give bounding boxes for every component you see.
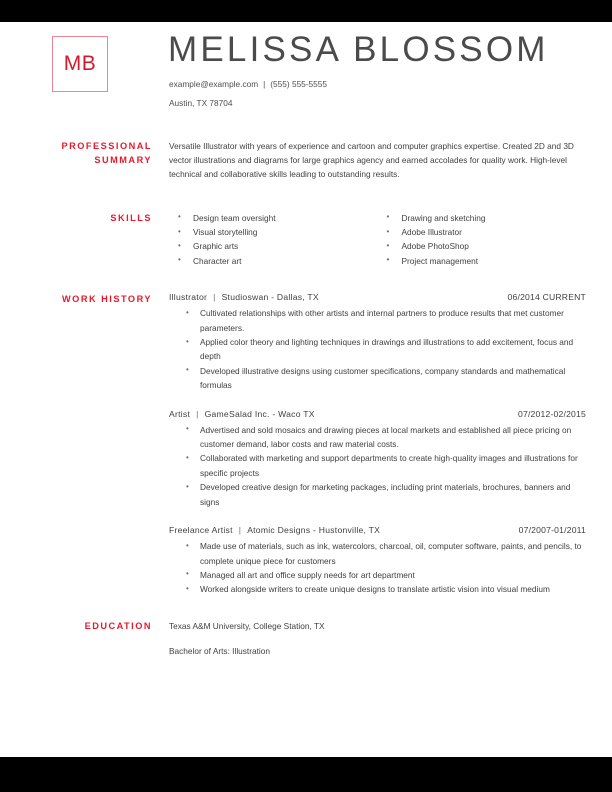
- job-dates: 07/2007-01/2011: [518, 525, 586, 536]
- job-dates: 06/2014 CURRENT: [507, 292, 586, 303]
- job-company: GameSalad Inc. - Waco TX: [204, 408, 315, 419]
- list-item: • Advertised and sold mosaics and drawing pieces at local markets and established all piece pricing on customer demand, labor costs and raw material costs.: [169, 423, 586, 452]
- work-history-entry: [169, 525, 586, 597]
- summary-body: [169, 139, 586, 182]
- contact-location: Austin, TX 78704: [169, 98, 233, 108]
- list-item: • Adobe Illustrator: [378, 225, 587, 239]
- job-title-company: [169, 525, 380, 535]
- monogram-badge: [52, 36, 108, 92]
- list-item: • Character art: [169, 254, 378, 268]
- monogram-initials: MB: [63, 52, 97, 75]
- job-header: [169, 292, 586, 302]
- job-header: [169, 409, 586, 419]
- page-title: MELISSA BLOSSOM: [168, 30, 549, 69]
- resume-header: [0, 22, 612, 118]
- job-company: Studioswan - Dallas, TX: [221, 292, 319, 303]
- list-item: • Collaborated with marketing and support departments to create high-quality images and illustrations for specific projects: [169, 451, 586, 480]
- work-history-entry: [169, 292, 586, 392]
- job-title: Freelance Artist: [169, 525, 233, 536]
- section-label-work-history: WORK HISTORY: [62, 294, 152, 305]
- contact-separator: |: [263, 79, 266, 89]
- job-bullet-list: [169, 306, 586, 392]
- list-item: • Project management: [378, 254, 587, 268]
- list-item: • Developed illustrative designs using customer specifications, company standards and mathematical formulas: [169, 364, 586, 393]
- job-title-company: [169, 292, 319, 302]
- skills-body: [169, 211, 586, 269]
- skills-list-left: [169, 211, 378, 269]
- job-separator: |: [213, 292, 216, 303]
- resume-page: [0, 22, 612, 757]
- section-work-history: [0, 292, 612, 597]
- job-title: Illustrator: [169, 292, 208, 303]
- list-item: • Cultivated relationships with other artists and internal partners to produce results that met customer parameters.: [169, 306, 586, 335]
- list-item: • Applied color theory and lighting techniques in drawings and illustrations to add excitement, focus and depth: [169, 335, 586, 364]
- list-item: • Graphic arts: [169, 239, 378, 253]
- education-school: Texas A&M University, College Station, TX: [169, 620, 325, 631]
- list-item: • Managed all art and office supply needs for art department: [169, 568, 586, 582]
- list-item: • Design team oversight: [169, 211, 378, 225]
- job-bullet-list: [169, 539, 586, 597]
- work-history-body: [169, 292, 586, 597]
- job-title: Artist: [169, 408, 191, 419]
- list-item: • Adobe PhotoShop: [378, 239, 587, 253]
- contact-line-primary: [169, 79, 327, 89]
- work-history-entry: [169, 409, 586, 509]
- viewer-bottom-bar: [0, 757, 612, 792]
- list-item: • Made use of materials, such as ink, watercolors, charcoal, oil, computer software, paints, and pencils, to complete unique piece for customers: [169, 539, 586, 568]
- section-label-professional-summary: [26, 139, 152, 167]
- summary-text: Versatile Illustrator with years of experience and cartoon and computer graphics expertise. Created 2D and 3D vector illustrations and diagrams for large graphics agency and earned accolades for quality work. High-level technical and collaborative skills leading to outstanding results.: [169, 141, 574, 180]
- job-title-company: [169, 409, 315, 419]
- list-item: • Developed creative design for marketing packages, including print materials, brochures, banners and signs: [169, 480, 586, 509]
- section-label-education: EDUCATION: [84, 620, 152, 631]
- section-label-skills: SKILLS: [110, 212, 152, 223]
- contact-email: example@example.com: [169, 79, 259, 89]
- job-dates: 07/2012-02/2015: [518, 408, 586, 419]
- section-education: [0, 619, 612, 658]
- job-separator: |: [238, 525, 242, 536]
- job-separator: |: [196, 408, 199, 419]
- education-body: [169, 619, 586, 658]
- list-item: • Worked alongside writers to create unique designs to translate artistic vision into visual medium: [169, 582, 586, 596]
- job-company: Atomic Designs - Hustonville, TX: [247, 525, 381, 536]
- job-header: [169, 525, 586, 535]
- list-item: • Drawing and sketching: [378, 211, 587, 225]
- skills-column-left: [169, 211, 378, 269]
- summary-label-line2: SUMMARY: [94, 155, 152, 165]
- section-professional-summary: [0, 139, 612, 182]
- job-bullet-list: [169, 423, 586, 509]
- contact-phone: (555) 555-5555: [270, 79, 328, 89]
- education-degree: Bachelor of Arts: Illustration: [169, 645, 270, 656]
- skills-list-right: [378, 211, 587, 269]
- list-item: • Visual storytelling: [169, 225, 378, 239]
- skills-column-right: [378, 211, 587, 269]
- section-skills: [0, 211, 612, 269]
- summary-label-line1: PROFESSIONAL: [61, 141, 152, 151]
- viewer-top-bar: [0, 0, 612, 22]
